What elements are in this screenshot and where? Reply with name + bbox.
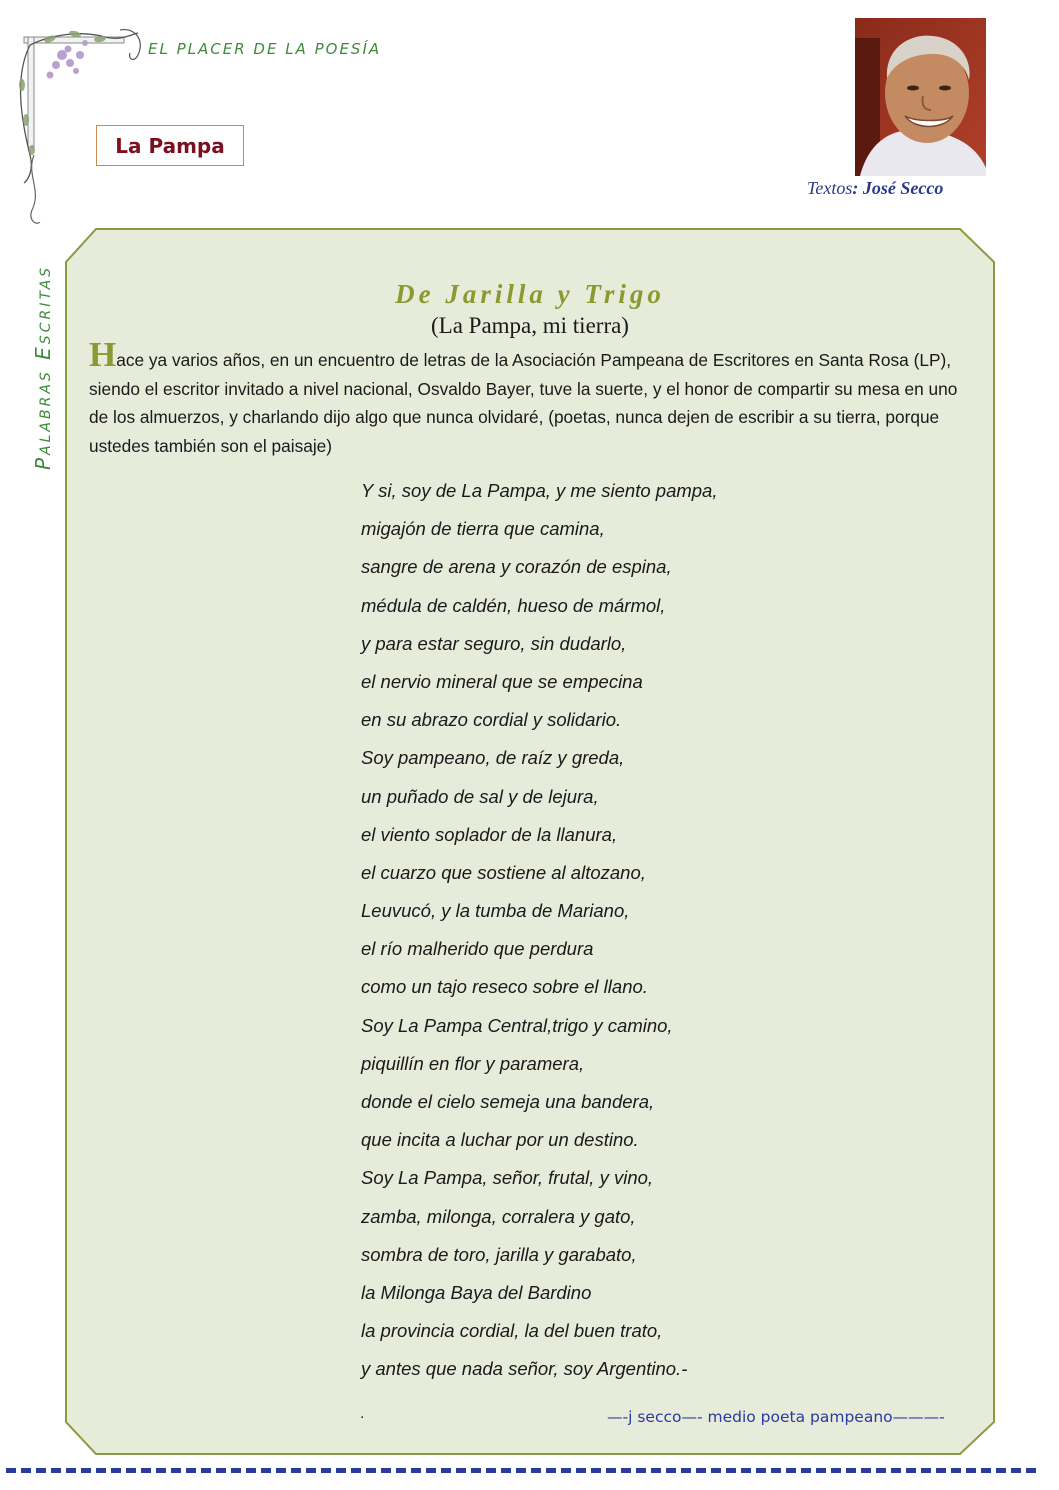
side-label-text: Palabras Escritas	[31, 264, 55, 470]
verse-line: la provincia cordial, la del buen trato,	[361, 1320, 663, 1342]
drop-cap: H	[89, 335, 117, 374]
verse-line: piquillín en flor y paramera,	[361, 1052, 585, 1074]
verse-line: la Milonga Baya del Bardino	[361, 1281, 592, 1303]
verse-line: Leuvucó, y la tumba de Mariano,	[361, 900, 630, 922]
verse-line: un puñado de sal y de lejura,	[361, 785, 599, 807]
verse-line: como un tajo reseco sobre el llano.	[361, 976, 648, 998]
verse-line: donde el cielo semeja una bandera,	[361, 1091, 655, 1112]
verse-line: y antes que nada señor, soy Argentino.-	[361, 1358, 688, 1380]
author-prefix: Textos	[807, 178, 853, 198]
verse-line: Y si, soy de La Pampa, y me siento pampa,	[361, 480, 718, 501]
header-title: EL PLACER DE LA POESÍA	[148, 40, 382, 58]
verse-line: en su abrazo cordial y solidario.	[361, 709, 622, 731]
poem-title: De Jarilla y Trigo	[395, 279, 665, 309]
author-separator: :	[852, 178, 863, 198]
verse-line: y para estar seguro, sin dudarlo,	[361, 632, 627, 654]
verse-line: el nervio mineral que se empecina	[361, 670, 643, 692]
poem-subtitle: (La Pampa, mi tierra)	[431, 313, 629, 338]
verse-line: el viento soplador de la llanura,	[361, 823, 618, 845]
section-label: La Pampa	[115, 133, 225, 158]
verse-line: Soy pampeano, de raíz y greda,	[361, 747, 625, 769]
verse-line: Soy La Pampa Central,trigo y camino,	[361, 1014, 673, 1036]
intro-paragraph	[89, 335, 969, 460]
signature: —-j secco—- medio poeta pampeano———-	[607, 1408, 945, 1426]
verse-line: sombra de toro, jarilla y garabato,	[361, 1243, 637, 1265]
verse-line: sangre de arena y corazón de espina,	[361, 556, 672, 578]
verse-line: Soy La Pampa, señor, frutal, y vino,	[361, 1167, 654, 1189]
bottom-dashed-divider	[6, 1468, 1036, 1473]
poem-verses	[361, 478, 718, 1395]
verse-line: migajón de tierra que camina,	[361, 518, 605, 540]
author-name: José Secco	[862, 178, 944, 198]
verse-line: el cuarzo que sostiene al altozano,	[361, 861, 646, 883]
intro-text: ace ya varios años, en un encuentro de letras de la Asociación Pampeana de Escritores en Santa Rosa (LP), siendo el escritor invitado a nivel nacional, Osvaldo Bayer, tuve la suerte, y el honor de compartir su mesa en uno de los almuerzos, y charlando dijo algo que nunca olvidaré, (poetas, nunca dejen de escribir a su tierra, porque ustedes también son el paisaje)	[89, 350, 958, 456]
verse-line: zamba, milonga, corralera y gato,	[361, 1205, 636, 1227]
trailing-dot: .	[360, 1405, 365, 1422]
verse-line: que incita a luchar por un destino.	[361, 1129, 639, 1151]
verse-line: el río malherido que perdura	[361, 938, 594, 960]
verse-line: médula de caldén, hueso de mármol,	[361, 594, 666, 616]
